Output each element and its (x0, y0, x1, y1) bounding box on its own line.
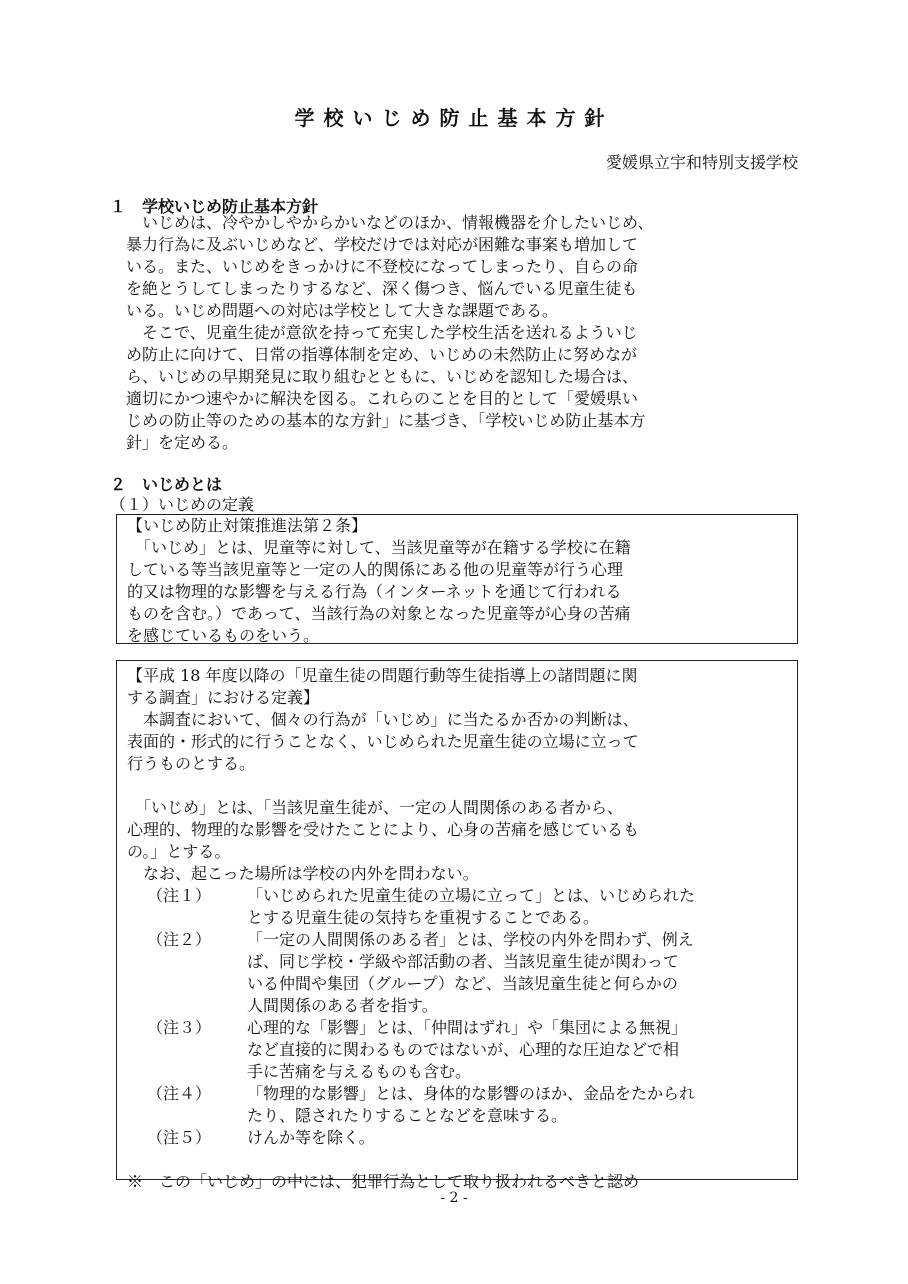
text-line: 「いじめられた児童生徒の立場に立って」とは、いじめられた (247, 886, 696, 905)
section2-subheading: （１）いじめの定義 (110, 495, 255, 514)
survey-box-definition (127, 797, 789, 885)
survey-box-heading (127, 665, 789, 709)
note-label: （注４） (147, 1084, 212, 1103)
text-line: なお、起こった場所は学校の内外を問わない。 (127, 864, 479, 883)
text-line: を感じているものをいう。 (127, 626, 320, 645)
note-item (147, 885, 789, 929)
text-line: の。」とする。 (127, 842, 231, 861)
text-line: 的又は物理的な影響を与える行為（インターネットを通じて行われる (127, 582, 622, 601)
note-item (147, 1083, 789, 1127)
text-line: 心理的な「影響」とは、「仲間はずれ」や「集団による無視」 (247, 1018, 688, 1037)
text-line: を絶とうしてしまったりするなど、深く傷つき、悩んでいる児童生徒も (126, 279, 638, 298)
text-line: 暴力行為に及ぶいじめなど、学校だけでは対応が困難な事案も増加して (126, 235, 639, 254)
text-line: ら、いじめの早期発見に取り組むとともに、いじめを認知した場合は、 (126, 367, 639, 386)
text-line: め防止に向けて、日常の指導体制を定め、いじめの未然防止に努めなが (126, 345, 638, 364)
text-line: たり、隠されたりすることなどを意味する。 (247, 1106, 568, 1125)
section1-paragraph2 (126, 322, 802, 454)
text-line: 【平成 18 年度以降の「児童生徒の問題行動等生徒指導上の諸問題に関 (127, 666, 638, 685)
text-line: 表面的・形式的に行うことなく、いじめられた児童生徒の立場に立って (127, 732, 639, 751)
text-line: とする児童生徒の気持ちを重視することである。 (247, 908, 600, 927)
school-name: 愛媛県立宇和特別支援学校 (605, 153, 798, 172)
text-line: する調査」における定義】 (127, 688, 320, 707)
text-line: 「いじめ」とは、「当該児童生徒が、一定の人間関係のある者から、 (127, 798, 624, 817)
text-line: 針」を定める。 (126, 433, 239, 452)
document-title: 学校いじめ防止基本方針 (294, 106, 614, 130)
survey-box-footer: ※ この「いじめ」の中には、犯罪行為として取り扱われるべきと認め (127, 1172, 640, 1191)
text-line: 本調査において、個々の行為が「いじめ」に当たるか否かの判断は、 (127, 710, 639, 729)
note-text (247, 1017, 789, 1083)
note-item (147, 929, 789, 1017)
text-line: 「一定の人間関係のある者」とは、学校の内外を問わず、例え (247, 930, 694, 949)
text-line: そこで、児童生徒が意欲を持って充実した学校生活を送れるよういじ (126, 323, 638, 342)
section1-heading: １ 学校いじめ防止基本方針 (110, 197, 319, 216)
note-label: （注３） (147, 1018, 212, 1037)
text-line: ば、同じ学校・学級や部活動の者、当該児童生徒が関わって (247, 952, 679, 971)
text-line: 「いじめ」とは、児童等に対して、当該児童等が在籍する学校に在籍 (127, 538, 631, 557)
text-line: じめの防止等のための基本的な方針」に基づき、「学校いじめ防止基本方 (126, 411, 646, 430)
note-label: （注２） (147, 930, 212, 949)
note-text (247, 1127, 789, 1149)
page-number: - 2 - (440, 1190, 468, 1206)
text-line: いる仲間や集団（グループ）など、当該児童生徒と何らかの (247, 974, 678, 993)
survey-definition-box (116, 660, 798, 1191)
text-line: 手に苦痛を与えるものも含む。 (247, 1062, 472, 1081)
section1-paragraph1 (126, 212, 802, 322)
survey-box-notes (127, 885, 789, 1149)
text-line: ものを含む。）であって、当該行為の対象となった児童等が心身の苦痛 (127, 604, 631, 623)
text-line: 人間関係のある者を指す。 (247, 996, 438, 1015)
note-item (147, 1017, 789, 1083)
text-line: いる。いじめ問題への対応は学校として大きな課題である。 (126, 301, 559, 320)
text-line: 心理的、物理的な影響を受けたことにより、心身の苦痛を感じているも (127, 820, 640, 839)
survey-box-intro (127, 709, 789, 775)
text-line: 適切にかつ速やかに解決を図る。これらのことを目的として「愛媛県い (126, 389, 639, 408)
law-definition-box (116, 514, 798, 644)
note-text (247, 929, 789, 1017)
note-label: （注５） (147, 1128, 212, 1147)
law-box-heading: 【いじめ防止対策推進法第２条】 (127, 516, 368, 535)
note-text (247, 885, 789, 929)
text-line: 行うものとする。 (127, 754, 256, 773)
section2-heading: ２ いじめとは (110, 475, 223, 494)
note-item (147, 1127, 789, 1149)
text-line: いじめは、冷やかしやからかいなどのほか、情報機器を介したいじめ、 (126, 213, 654, 232)
text-line: している等当該児童等と一定の人的関係にある他の児童等が行う心理 (127, 560, 624, 579)
text-line: けんか等を除く。 (247, 1128, 375, 1147)
text-line: いる。また、いじめをきっかけに不登校になってしまったり、自らの命 (126, 257, 639, 276)
note-label: （注１） (147, 886, 212, 905)
text-line: など直接的に関わるものではないが、心理的な圧迫などで相 (247, 1040, 680, 1059)
note-text (247, 1083, 789, 1127)
text-line: 「物理的な影響」とは、身体的な影響のほか、金品をたかられ (247, 1084, 696, 1103)
law-box-text (127, 537, 789, 647)
